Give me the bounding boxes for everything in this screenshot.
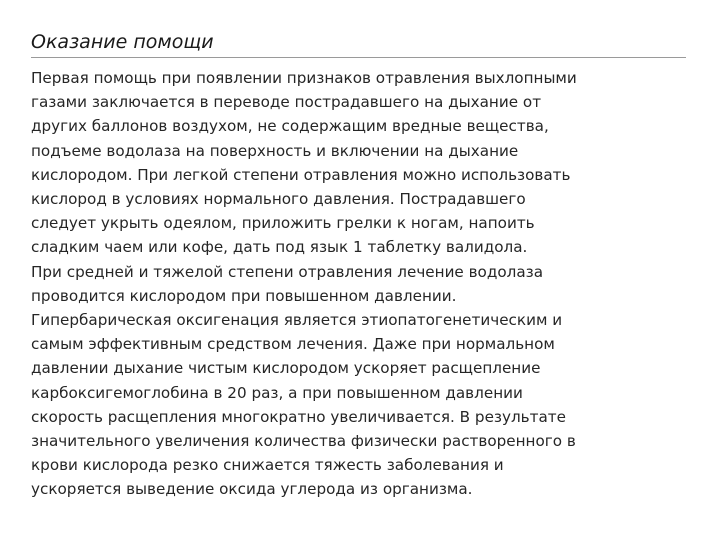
slide-body <box>31 66 695 502</box>
paragraph-treatment <box>31 260 695 502</box>
text-line: карбоксигемоглобина в 20 раз, а при повышенном давлении <box>31 383 523 402</box>
text-line: кислородом. При легкой степени отравления можно использовать <box>31 165 571 184</box>
text-line: проводится кислородом при повышенном давлении. <box>31 286 457 305</box>
paragraph-first-aid <box>31 66 695 260</box>
text-line: скорость расщепления многократно увеличивается. В результате <box>31 407 566 426</box>
text-line: давлении дыхание чистым кислородом ускоряет расщепление <box>31 359 541 378</box>
text-line: Гипербарическая оксигенация является этиопатогенетическим и <box>31 311 563 330</box>
text-line: ускоряется выведение оксида углерода из организма. <box>31 480 473 499</box>
text-line: кислород в условиях нормального давления. Пострадавшего <box>31 190 526 209</box>
text-line: сладким чаем или кофе, дать под язык 1 таблетку валидола. <box>31 238 528 257</box>
text-line: самым эффективным средством лечения. Даже при нормальном <box>31 335 555 354</box>
text-line: газами заключается в переводе пострадавшего на дыхание от <box>31 93 542 112</box>
text-line: значительного увеличения количества физически растворенного в <box>31 432 576 451</box>
text-line: Первая помощь при появлении признаков отравления выхлопными <box>31 69 577 87</box>
text-line: крови кислорода резко снижается тяжесть заболевания и <box>31 456 504 475</box>
slide-title: Оказание помощи <box>31 31 214 53</box>
text-line: следует укрыть одеялом, приложить грелки к ногам, напоить <box>31 214 535 233</box>
title-underline <box>31 57 686 58</box>
text-line: При средней и тяжелой степени отравления лечение водолаза <box>31 262 544 281</box>
text-line: других баллонов воздухом, не содержащим вредные вещества, <box>31 117 549 136</box>
text-line: подъеме водолаза на поверхность и включении на дыхание <box>31 141 519 160</box>
